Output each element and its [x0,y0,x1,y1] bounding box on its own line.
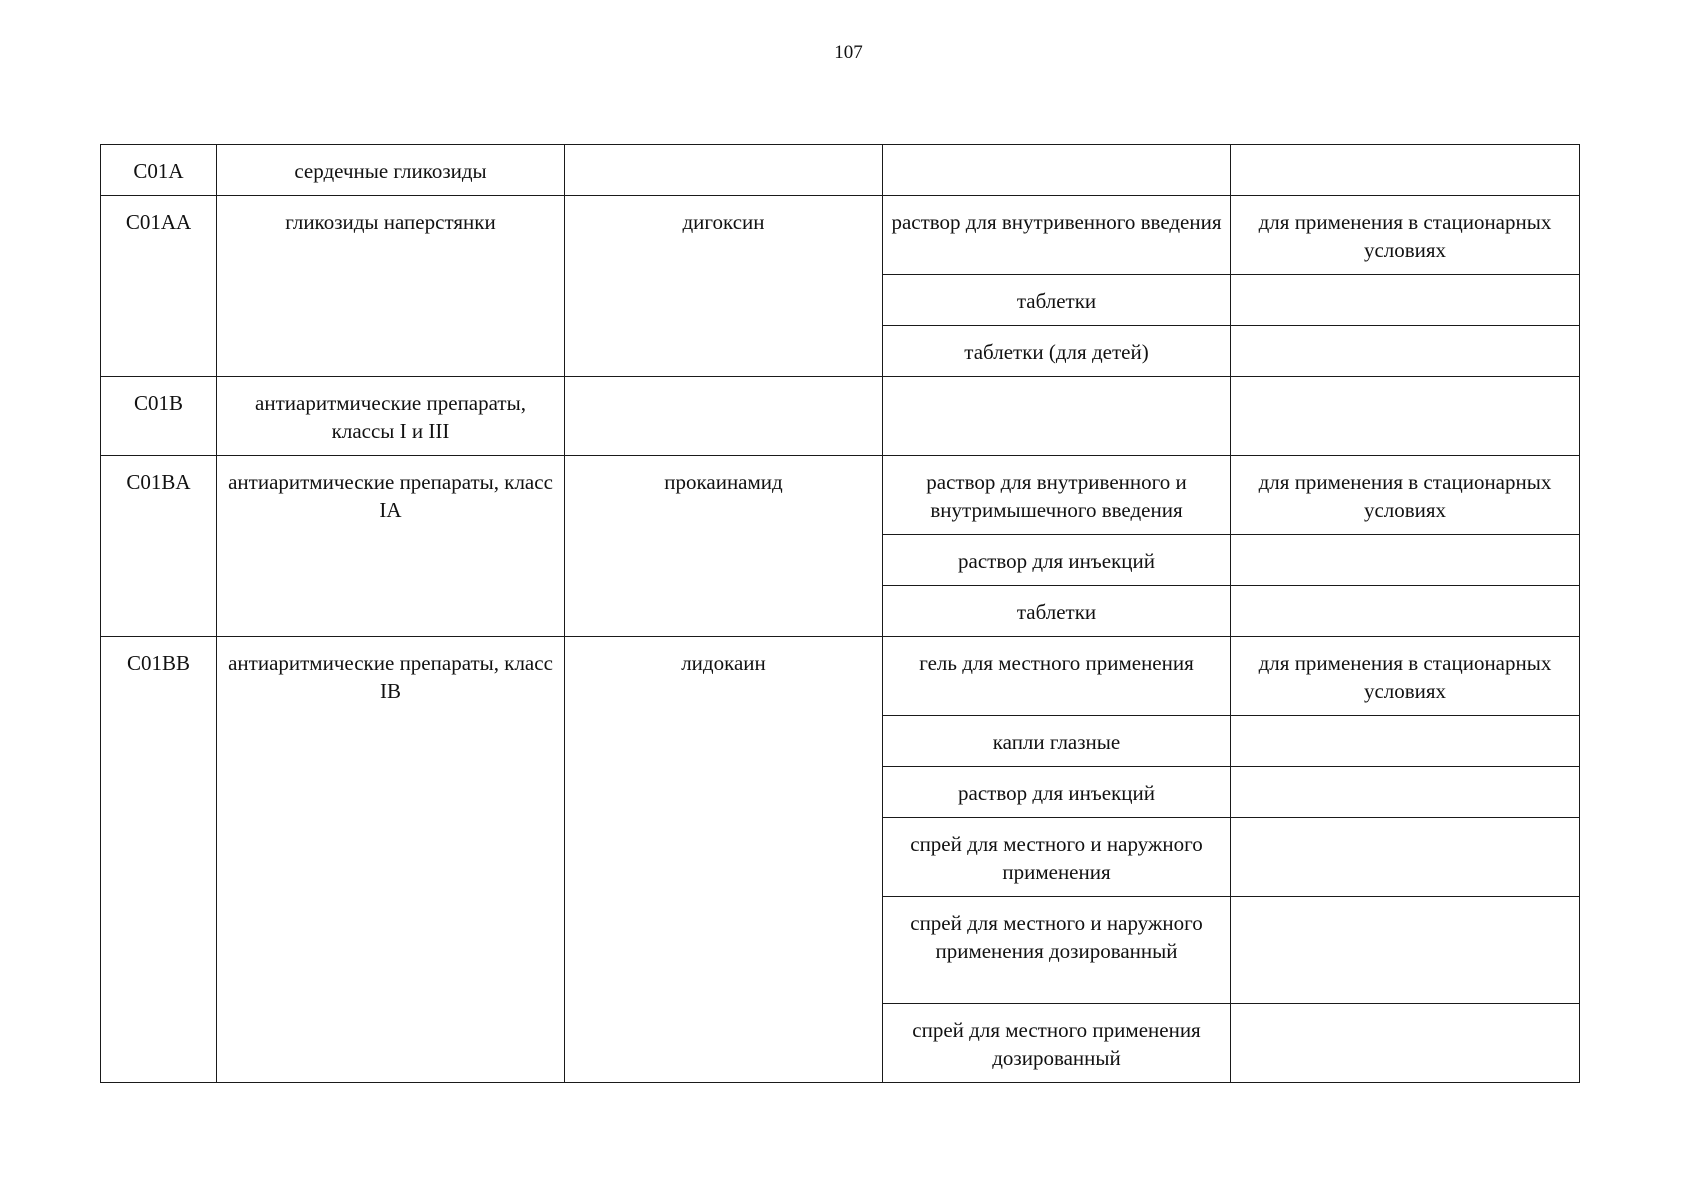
note-cell [1231,586,1580,637]
dosage-form-cell: гель для местного применения [883,637,1231,716]
note-cell [1231,535,1580,586]
note-cell [1231,818,1580,897]
note-cell [1231,716,1580,767]
dosage-form-cell [883,377,1231,456]
dosage-form-cell [883,145,1231,196]
dosage-form-cell: раствор для инъекций [883,535,1231,586]
table-row [101,637,1580,716]
group-name-cell: гликозиды наперстянки [217,196,565,377]
group-name-cell: антиаритмические препараты, классы I и III [217,377,565,456]
dosage-form-cell: капли глазные [883,716,1231,767]
atc-code-cell: C01AA [101,196,217,377]
dosage-form-cell: раствор для инъекций [883,767,1231,818]
drug-name-cell [565,377,883,456]
dosage-form-cell: спрей для местного и наружного применения дозированный [883,897,1231,1004]
group-name-cell: антиаритмические препараты, класс IB [217,637,565,1083]
atc-code-cell: C01A [101,145,217,196]
note-cell [1231,767,1580,818]
note-cell [1231,1004,1580,1083]
page-number: 107 [834,42,863,63]
dosage-form-cell: таблетки (для детей) [883,326,1231,377]
note-cell [1231,897,1580,1004]
drug-name-cell: прокаинамид [565,456,883,637]
dosage-form-cell: таблетки [883,275,1231,326]
drug-name-cell: дигоксин [565,196,883,377]
note-cell: для применения в стационарных условиях [1231,637,1580,716]
note-cell [1231,326,1580,377]
table-row [101,196,1580,275]
dosage-form-cell: таблетки [883,586,1231,637]
atc-code-cell: C01B [101,377,217,456]
drug-name-cell [565,145,883,196]
group-name-cell: сердечные гликозиды [217,145,565,196]
dosage-form-cell: спрей для местного и наружного применения [883,818,1231,897]
group-name-cell: антиаритмические препараты, класс IA [217,456,565,637]
note-cell [1231,377,1580,456]
note-cell [1231,275,1580,326]
dosage-form-cell: раствор для внутривенного и внутримышечного введения [883,456,1231,535]
table-row [101,145,1580,196]
table-row [101,377,1580,456]
dosage-form-cell: спрей для местного применения дозированный [883,1004,1231,1083]
dosage-form-cell: раствор для внутривенного введения [883,196,1231,275]
drug-classification-table [100,144,1580,1083]
note-cell [1231,145,1580,196]
drug-name-cell: лидокаин [565,637,883,1083]
atc-code-cell: C01BB [101,637,217,1083]
note-cell: для применения в стационарных условиях [1231,456,1580,535]
table-row [101,456,1580,535]
note-cell: для применения в стационарных условиях [1231,196,1580,275]
atc-code-cell: C01BA [101,456,217,637]
